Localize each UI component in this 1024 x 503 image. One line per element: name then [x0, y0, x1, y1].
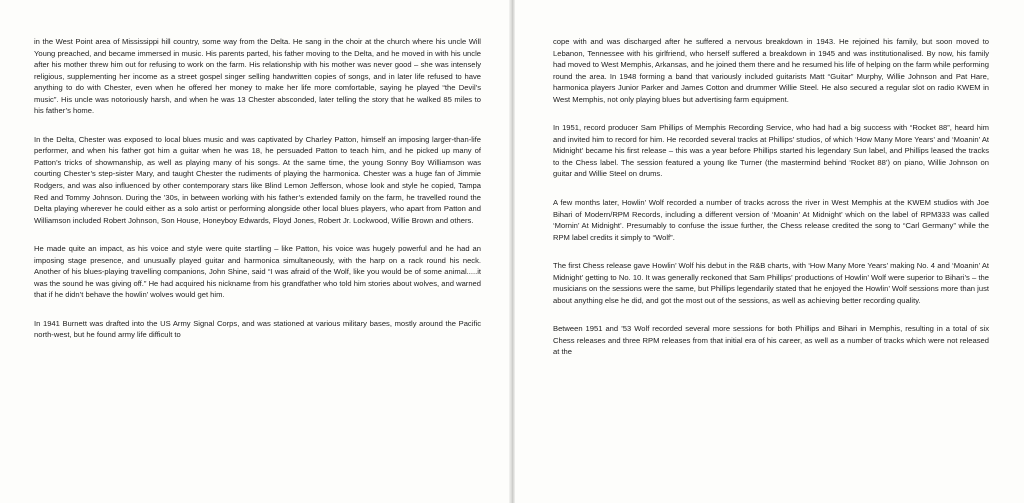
right-paragraph-2: In 1951, record producer Sam Phillips of Memphis Recording Service, who had had a big success with “Rocket 88”, heard him and invited him to record for him. He recorded several tracks at Phillips’ studios, of which ‘How Many More Years’ and ‘Moanin’ At Midnight’ became his first release – this was a year before Phillips started his legendary Sun label, and Phillips leased the tracks to the Chess label. The session featured a young Ike Turner (the mastermind behind ‘Rocket 88’) on piano, Willie Johnson on guitar and Willie Steel on drums. [553, 123, 989, 179]
left-paragraph-3: He made quite an impact, as his voice and style were quite startling – like Patton, his voice was hugely powerful and he had an imposing stage presence, and unusually played guitar and harmonica simultaneously, with the harp on a rack round his neck. Another of his blues-playing travelling companions, John Shine, said “I was afraid of the Wolf, like you would be of some animal.....it was the sound he was giving off.” He had acquired his nickname from his grandfather who told him stories about wolves, and warned that if he didn’t behave the howlin’ wolves would get him. [34, 244, 481, 300]
right-paragraph-4: The first Chess release gave Howlin’ Wolf his debut in the R&B charts, with ‘How Many More Years’ making No. 4 and ‘Moanin’ At Midnight’ getting to No. 10. It was generally reckoned that Sam Phillips’ productions of Howlin’ Wolf were superior to Bihari’s – the musicians on the sessions were the same, but Phillips legendarily stated that he enjoyed the Howlin’ Wolf sessions more than just about anything else he did, and got the most out of the sessions, as well as achieving better recording quality. [553, 261, 989, 305]
left-paragraph-4: In 1941 Burnett was drafted into the US Army Signal Corps, and was stationed at various military bases, mostly around the Pacific north-west, but he found army life difficult to [34, 318, 481, 340]
right-paragraph-5: Between 1951 and ’53 Wolf recorded several more sessions for both Phillips and Bihari in Memphis, resulting in a total of six Chess releases and three RPM releases from that initial era of his career, as well as a number of tracks which were not released at the [553, 324, 989, 357]
left-paragraph-2: In the Delta, Chester was exposed to local blues music and was captivated by Charley Patton, himself an imposing larger-than-life performer, and when his father got him a guitar when he was 18, he persuaded Patton to teach him, and he picked up many of Patton’s tricks of showmanship, as well as playing many of his songs. At the same time, the young Sonny Boy Williamson was courting Chester’s step-sister Mary, and taught Chester the rudiments of playing the harmonica. Chester was a huge fan of Jimmie Rodgers, and was also influenced by other contemporary stars like Blind Lemon Jefferson, whose look and style he copied, Tampa Red and Tommy Johnson. During the ’30s, in between working with his father’s extended family on the farm, he travelled round the Delta playing wherever he could either as a solo artist or performing alongside other local blues players, who apart from Patton and Williamson included Robert Johnson, Son House, Honeyboy Edwards, Floyd Jones, Robert Jr. Lockwood, Willie Brown and others. [34, 134, 481, 225]
left-paragraph-1: in the West Point area of Mississippi hill country, some way from the Delta. He sang in the choir at the church where his uncle Will Young preached, and became immersed in music. His parents parted, his father moving to the Delta, and he moved in with his uncle after his mother threw him out for refusing to work on the farm. His relationship with his mother was never good – she was intensely religious, supplementing her income as a street gospel singer selling handwritten copies of songs, and in later life refused to have anything to do with Chester, even when he offered her money to make her life more comfortable, saying he played “the Devil’s music”. His uncle was notoriously harsh, and when he was 13 Chester absconded, later telling the story that he walked 85 miles to his father’s home. [34, 37, 481, 116]
right-page [553, 36, 989, 358]
left-page [34, 36, 481, 341]
right-paragraph-3: A few months later, Howlin’ Wolf recorded a number of tracks across the river in West Memphis at the KWEM studios with Joe Bihari of Modern/RPM Records, including a different version of ‘Moanin’ At Midnight’ which on the label of RPM333 was called ‘Mornin’ At Midnight’. Presumably to confuse the issue further, the Chess release credited the song to “Carl Germany” while the RPM label credits it simply to “Wolf”. [553, 198, 989, 242]
right-paragraph-1: cope with and was discharged after he suffered a nervous breakdown in 1943. He rejoined his family, but soon moved to Lebanon, Tennessee with his girlfriend, who herself suffered a breakdown in 1945 and was institutionalised. By now, his family had moved to West Memphis, Arkansas, and he joined them there and he resumed his life of helping on the farm while performing round the area. In 1948 forming a band that variously included guitarists Matt “Guitar” Murphy, Willie Johnson and Pat Hare, harmonica players Junior Parker and James Cotton and drummer Willie Steel. He also secured a regular slot on radio KWEM in West Memphis, not only playing blues but advertising farm equipment. [553, 37, 989, 104]
page-gutter [509, 0, 515, 503]
